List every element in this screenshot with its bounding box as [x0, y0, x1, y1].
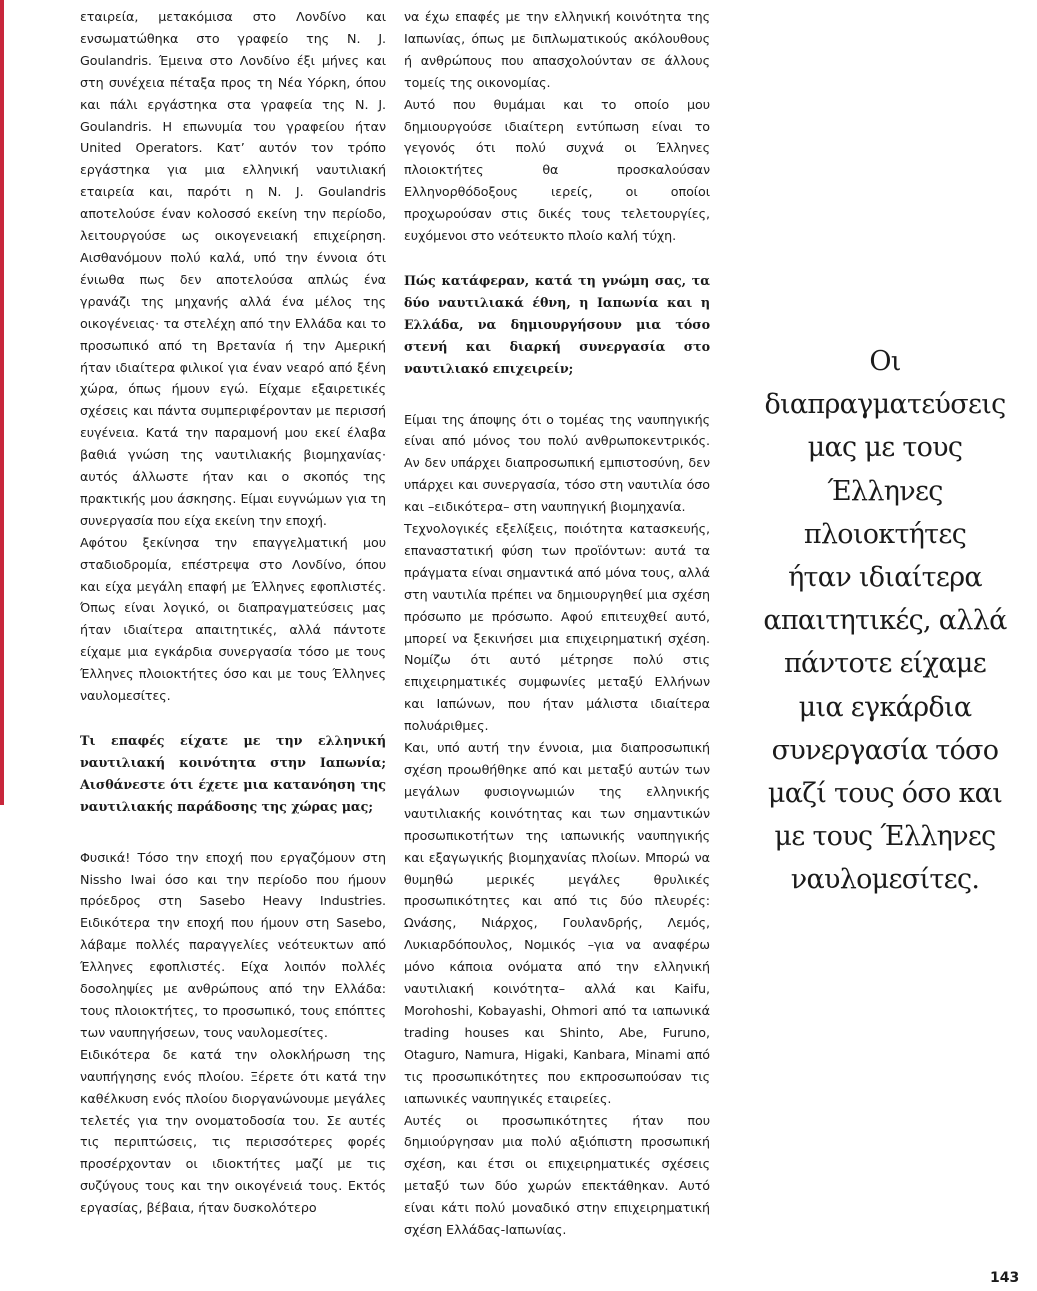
article-column-1 [80, 6, 386, 1219]
interview-question: Πώς κατάφεραν, κατά τη γνώμη σας, τα δύο ναυτιλιακά έθνη, η Ιαπωνία και η Ελλάδα, να δημιουργήσουν μια τόσο στενή και διαρκή συνεργασία στο ναυτιλιακό επιχειρείν; [404, 272, 710, 376]
pull-quote-line: απαιτητικές, αλλά [763, 605, 1007, 637]
paragraph: να έχω επαφές με την ελληνική κοινότητα της Ιαπωνίας, όπως με διπλωματικούς ακόλουθους ή ανθρώπους που απασχολούνταν σε άλλους τομείς της οικονομίας. [404, 9, 710, 90]
paragraph: Ειδικότερα δε κατά την ολοκλήρωση της ναυπήγησης ενός πλοίου. Ξέρετε ότι κατά την καθέλκυση ενός πλοίου διοργανώνουμε μεγάλες τελετές για την ονοματοδοσία του. Σε αυτές τις περιπτώσεις, τις περισσότερες φορές προσέρχονταν οι ιδιοκτήτες μαζί με τις συζύγους τους και την οικογένειά τους. Εκτός εργασίας, βέβαια, ήταν δυσκολότερο [80, 1046, 386, 1216]
pull-quote-line: διαπραγματεύσεις [764, 389, 1006, 421]
paragraph: Αυτό που θυμάμαι και το οποίο μου δημιουργούσε ιδιαίτερη εντύπωση είναι το γεγονός ότι πολύ συχνά οι Έλληνες πλοιοκτήτες θα προσκαλούσαν Ελληνορθόδοξους ιερείς, οι οποίοι προχωρούσαν στις δικές τους τελετουργίες, ευχόμενοι στο νεότευκτο πλοίο καλή τύχη. [404, 96, 710, 244]
paragraph: Φυσικά! Τόσο την εποχή που εργαζόμουν στη Nissho Iwai όσο και την περίοδο που ήμουν πρόεδρος στη Sasebo Heavy Industries. Ειδικότερα την εποχή που ήμουν στη Sasebo, λάβαμε πολλές παραγγελίες νεότευκτων από Έλληνες εφοπλιστές. Είχα λοιπόν πολλές δοσοληψίες με ανθρώπους από την Ελλάδα: τους πλοιοκτήτες, το προσωπικό, τους επόπτες των ναυπηγήσεων, τους ναυλομεσίτες. [80, 849, 386, 1040]
pull-quote-line: ναυλομεσίτες. [790, 864, 980, 896]
pull-quote-line: ήταν ιδιαίτερα [788, 562, 982, 594]
pull-quote-line: με τους Έλληνες [774, 821, 996, 853]
paragraph: Τεχνολογικές εξελίξεις, ποιότητα κατασκευής, επαναστατική φύση των προϊόντων: αυτά τα πράγματα είναι σημαντικά από μόνα τους, αλλά στη ναυτιλία πρέπει να δημιουργηθεί μια σχέση πρόσωπο με πρόσωπο. Αφού επιτευχθεί αυτό, μπορεί να ξεκινήσει μια επιχειρηματική σχέση. Νομίζω ότι αυτό μέτρησε πολύ στις επιχειρηματικές συμφωνίες μεταξύ Ελλήνων και Ιαπώνων, που ήταν μάλιστα ιδιαίτερα πολυάριθμες. [404, 521, 710, 734]
pull-quote-line: μας με τους [807, 432, 963, 464]
pull-quote-line: πάντοτε είχαμε [784, 648, 986, 680]
pull-quote-line: μια εγκάρδια [798, 691, 972, 723]
paragraph: Αφότου ξεκίνησα την επαγγελματική μου σταδιοδρομία, επέστρεψα στο Λονδίνο, όπου και είχα μεγάλη επαφή με Έλληνες εφοπλιστές. Όπως είναι λογικό, οι διαπραγματεύσεις μας ήταν ιδιαίτερα απαιτητικές, αλλά πάντοτε είχαμε μια εγκάρδια συνεργασία τόσο με τους Έλληνες πλοιοκτήτες όσο και με τους Έλληνες ναυλομεσίτες. [80, 534, 386, 704]
article-column-2 [404, 6, 710, 1241]
pull-quote-line: Οι [869, 346, 901, 377]
paragraph: εταιρεία, μετακόμισα στο Λονδίνο και ενσωματώθηκα στο γραφείο της N. J. Goulandris. Έμεινα στο Λονδίνο έξι μήνες και στη συνέχεια πέταξα προς τη Νέα Υόρκη, όπου και πάλι εργάστηκα στα γραφεία της N. J. Goulandris. Η επωνυμία του γραφείου ήταν United Operators. Κατ’ αυτόν τον τρόπο εργάστηκα για μια ελληνική ναυτιλιακή εταιρεία και, παρότι η N. J. Goulandris αποτελούσε έναν κολοσσό εκείνη την περίοδο, λειτουργούσε ως οικογενειακή επιχείρηση. Αισθανόμουν πολύ καλά, υπό την έννοια ότι ένιωθα πως δεν αποτελούσα απλώς ένα γρανάζι της μηχανής αλλά ένα μέλος της οικογένειας· τα στελέχη από την Ελλάδα και το προσωπικό από τη Βρετανία ή την Αμερική ήταν ιδιαίτερα φιλικοί για έναν νεαρό από ξένη χώρα, όπως ήμουν εγώ. Είχαμε εξαιρετικές σχέσεις και πάντα συμπεριφέρονταν με περισσή ευγένεια. Κατά την παραμονή μου εκεί έλαβα βαθιά γνώση της ναυτιλιακής βιομηχανίας· αυτός άλλωστε ήταν και ο σκοπός της πρακτικής μου άσκησης. Είμαι ευγνώμων για τη συνεργασία που είχα εκείνη την εποχή. [80, 9, 386, 528]
pull-quote-line: Έλληνες [827, 475, 943, 507]
pull-quote [745, 340, 1025, 902]
pull-quote-line: μαζί τους όσο και [767, 778, 1003, 810]
paragraph: Αυτές οι προσωπικότητες ήταν που δημιούργησαν μια πολύ αξιόπιστη προσωπική σχέση, και έτσι οι επιχειρηματικές σχέσεις μεταξύ των δύο χωρών επεκτάθηκαν. Αυτό είναι κάτι πολύ μοναδικό στην επιχειρηματική σχέση Ελλάδας-Ιαπωνίας. [404, 1112, 710, 1238]
paragraph: Είμαι της άποψης ότι ο τομέας της ναυπηγικής είναι από μόνος του πολύ ανθρωποκεντρικός. Αν δεν υπάρχει διαπροσωπική εμπιστοσύνη, δεν υπάρχει και συνεργασία, τόσο στη ναυτιλία όσο και –ειδικότερα– στη ναυπηγική βιομηχανία. [404, 411, 710, 515]
pull-quote-line: συνεργασία τόσο [771, 734, 999, 766]
interview-question: Τι επαφές είχατε με την ελληνική ναυτιλιακή κοινότητα στην Ιαπωνία; Αισθάνεστε ότι έχετε μια κατανόηση της ναυτιλιακής παράδοσης της χώρας μας; [80, 733, 386, 814]
page-edge-accent [0, 0, 4, 805]
pull-quote-line: πλοιοκτήτες [803, 518, 967, 550]
paragraph: Και, υπό αυτή την έννοια, μια διαπροσωπική σχέση προωθήθηκε από και μεταξύ αυτών των μεγάλων φυσιογνωμιών της ελληνικής ναυτιλιακής κοινότητας και των σημαντικών προσωπικοτήτων της ιαπωνικής ναυπηγικής και εξαγωγικής βιομηχανίας πλοίων. Μπορώ να θυμηθώ μερικές μεγάλες θρυλικές προσωπικότητες και από τις δύο πλευρές: Ωνάσης, Νιάρχος, Γουλανδρής, Λεμός, Λυκιαρδόπουλος, Νομικός –για να αναφέρω μόνο κάποια ονόματα από την ελληνική ναυτιλιακή κοινότητα– αλλά και Kaifu, Morohoshi, Kobayashi, Ohmori από τα ιαπωνικά trading houses και Shinto, Abe, Furuno, Otaguro, Namura, Higaki, Kanbara, Minami από τις προσωπικότητες που εκπροσωπούσαν τις ιαπωνικές ναυπηγικές εταιρείες. [404, 740, 710, 1106]
page-number: 143 [990, 1270, 1020, 1286]
